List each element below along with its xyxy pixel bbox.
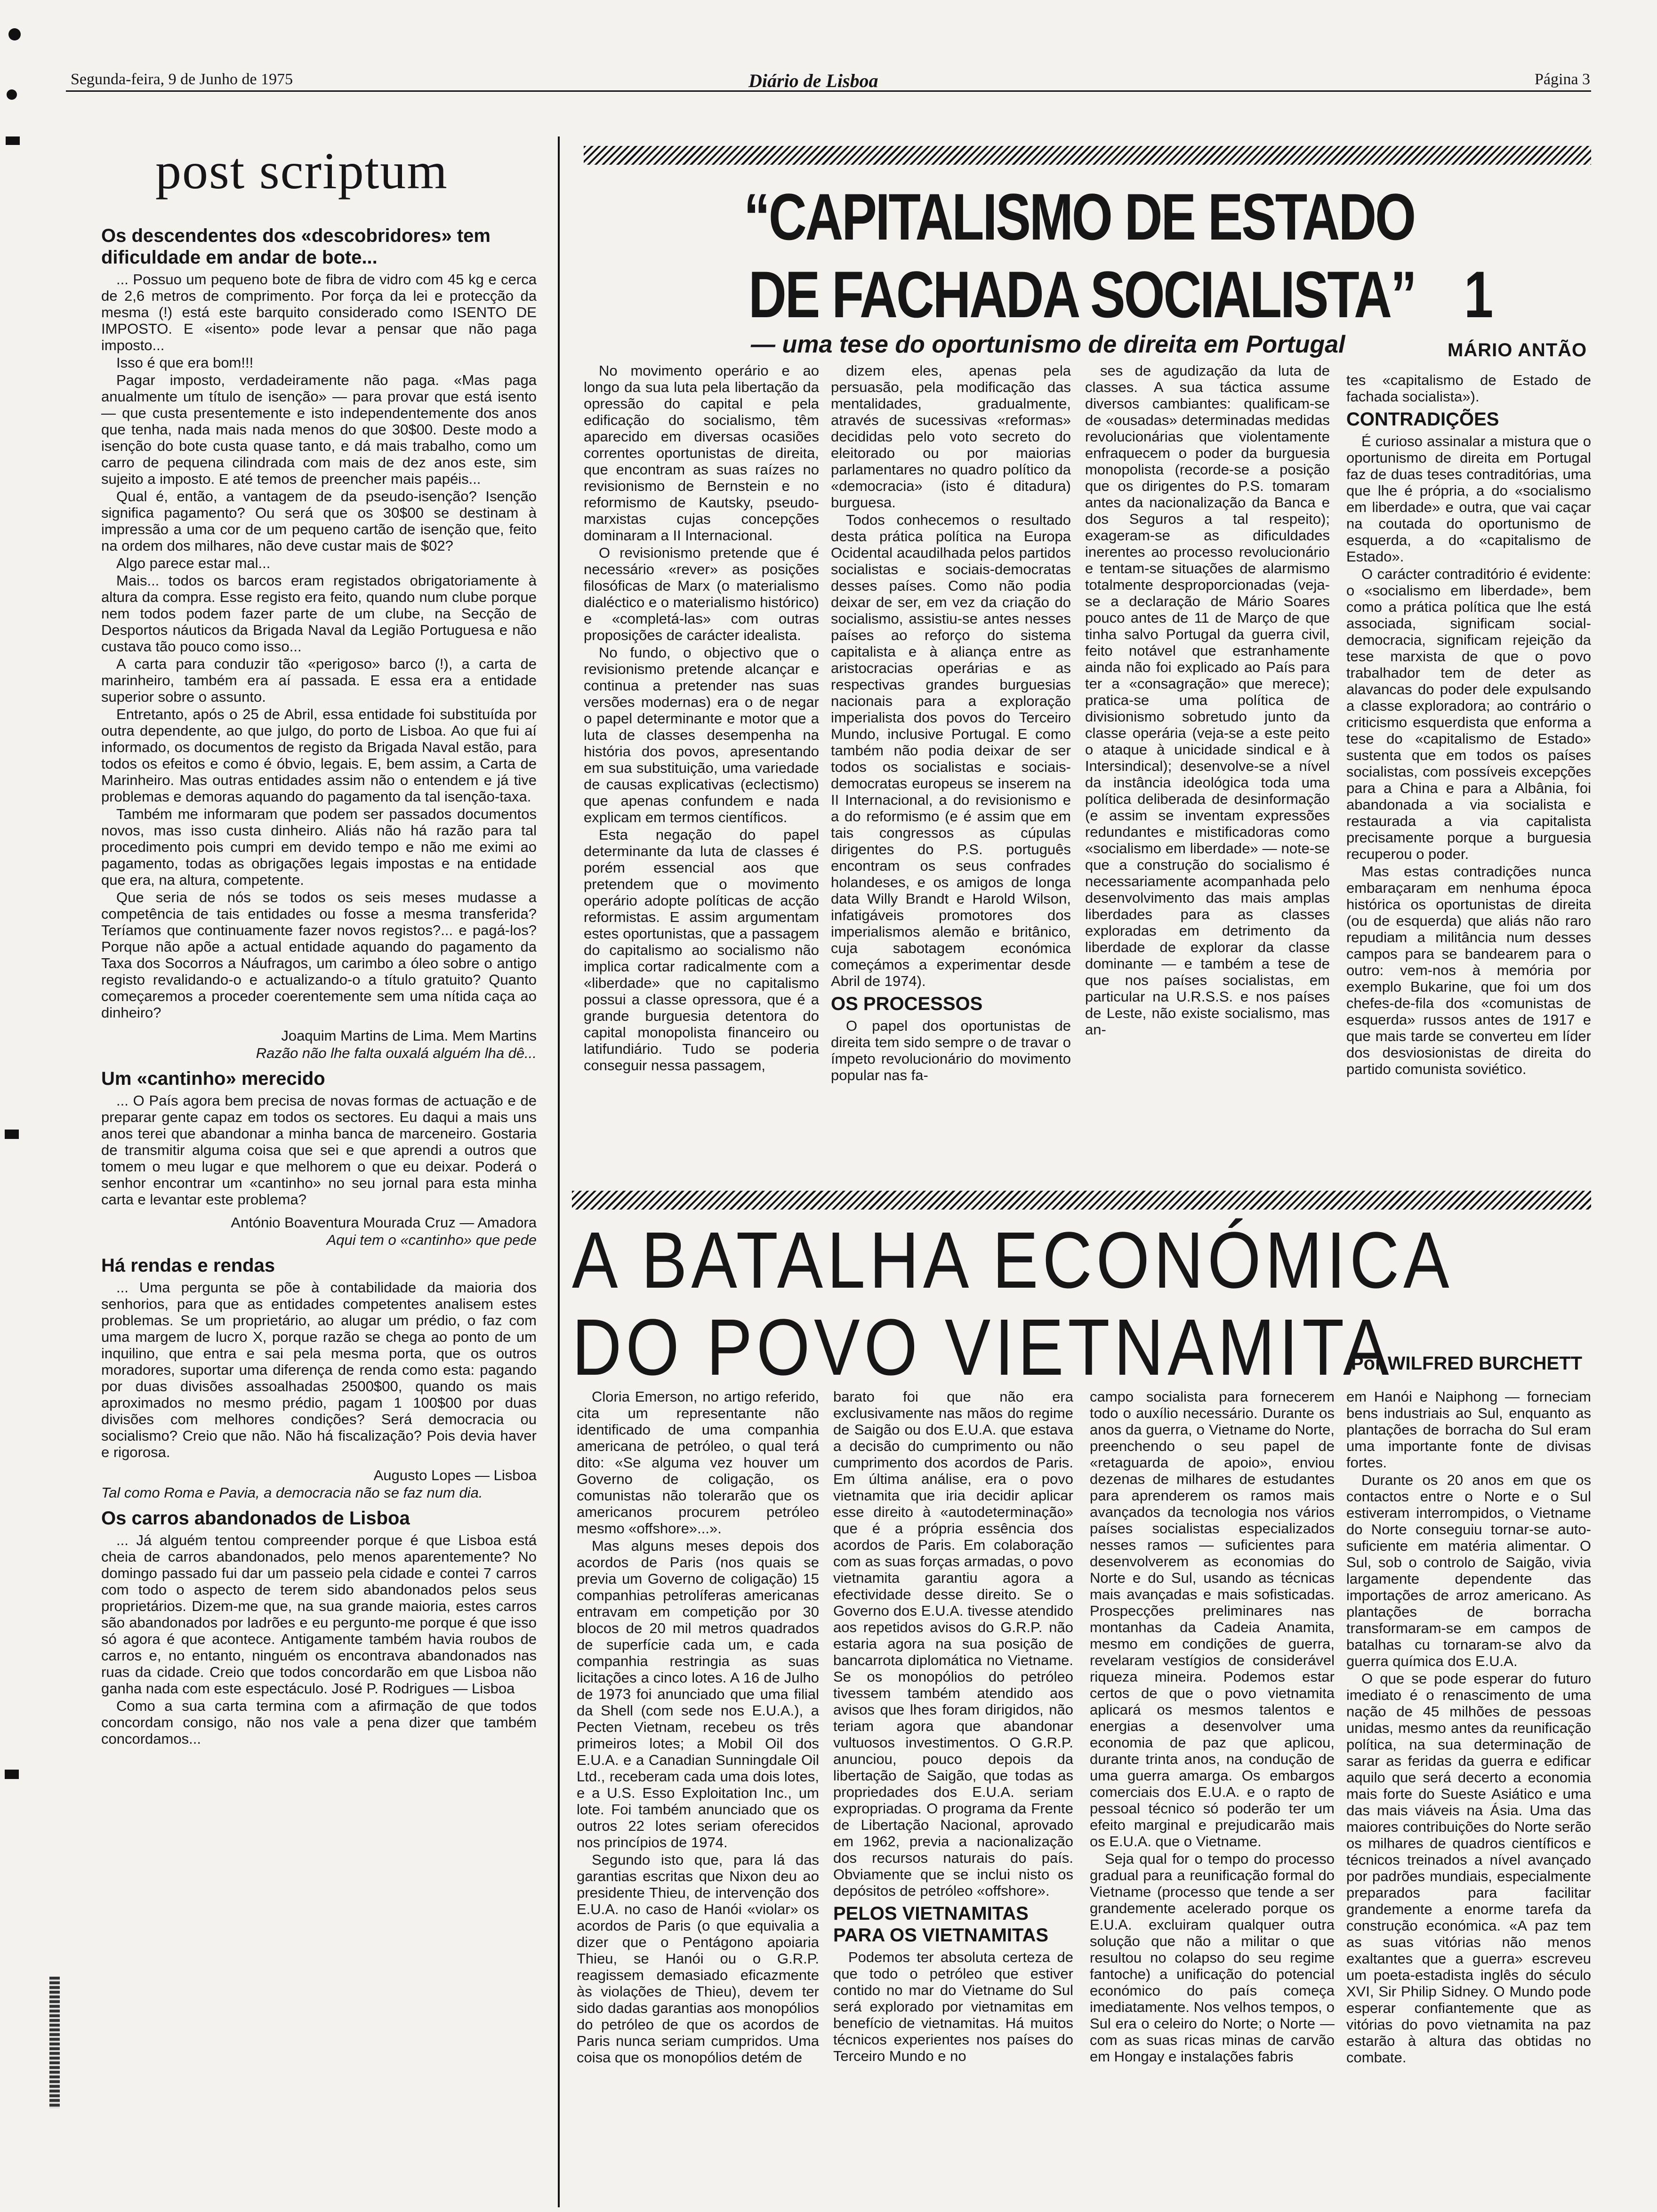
article-paragraph: O carácter contraditório é evidente: o «socialismo em liberdade», bem como a prática política que lhe está associada, significam social-democracia, significam rejeição da tese marxista de que o povo trabalhador tem de deter as alavancas do poder dele expulsando a classe exploradora; ao contrário o criticismo esquerdista que enforma a tese do «capitalismo de Estado» sustenta que em todos os países socialistas, com possíveis excepções para a China e para a Albânia, foi abandonada a via socialista e restaurada a via capitalista precisamente porque a burguesia recuperou o poder. [1346, 566, 1591, 862]
scan-mark [5, 1770, 19, 1779]
column-divider [558, 136, 560, 2207]
article-paragraph: campo socialista para fornecerem todo o auxílio necessário. Durante os anos da guerra, o Vietname do Norte, preenchendo o seu papel de «retaguarda de apoio», enviou dezenas de milhares de estudantes para aprenderem os ramos mais avançados da tecnologia nos vários países socialistas especializados nesses ramos — suficientes para desenvolverem as economias do Norte e do Sul, usando as técnicas mais avançadas e mais sofisticadas. Prospecções preliminares nas montanhas da Cadeia Anamita, mesmo em condições de guerra, revelaram vestígios de considerável riqueza mineira. Podemos estar certos de que o povo vietnamita aplicará os mesmos talentos e energias a desenvolver uma economia de paz que aplicou, durante trinta anos, na condução de uma guerra amarga. Os embargos comerciais dos E.U.A. e o rapto de pessoal técnico só poderão ter um efeito marginal e prejudicarão mais os E.U.A. que o Vietname. [1090, 1388, 1335, 1850]
article-headline: DE FACHADA SOCIALISTA” [748, 257, 1416, 331]
letter-signature: António Boaventura Mourada Cruz — Amadora [231, 1214, 537, 1231]
letter-paragraph: ... Possuo um pequeno bote de fibra de vidro com 45 kg e cerca de 2,6 metros de comprimento. Por força da lei e protecção da mesma (!) está este barquito considerado como ISENTO DE IMPOSTO. E «isento» pode levar a pensar que não paga imposto... [101, 271, 537, 353]
article-paragraph: dizem eles, apenas pela persuasão, pela modificação das mentalidades, gradualmente, através de sucessivas «reformas» decididas pelo voto secreto do eleitorado ou por maiorias parlamentares no quadro político da «democracia» (isto é ditadura) burguesa. [831, 362, 1071, 511]
article-column [1346, 1388, 1591, 2207]
letter-heading: Os carros abandonados de Lisboa [101, 1508, 410, 1529]
article-column [1085, 362, 1330, 1186]
article-subheading: CONTRADIÇÕES [1346, 409, 1499, 430]
article-column [1090, 1388, 1335, 2207]
scan-mark [8, 28, 21, 40]
article-headline: A BATALHA ECONÓMICA [572, 1216, 1454, 1305]
article-paragraph: Segundo isto que, para lá das garantias escritas que Nixon deu ao presidente Thieu, de intervenção dos E.U.A. no caso de Hanói «violar» os acordos de Paris (o que equivalia a dizer que o Pentágono apoiaria Thieu, se Hanói ou o G.R.P. reagissem demasiado eficazmente às violações de Thieu), devem ter sido dadas garantias aos monopólios do petróleo de que os acordos de Paris nunca seriam cumpridos. Uma coisa que os monopólios detém de [577, 1851, 819, 2066]
article-paragraph: Mas alguns meses depois dos acordos de Paris (nos quais se previa um Governo de coligação) 15 companhias petrolíferas americanas entravam em competição por 30 blocos de 20 mil metros quadrados de superfície cada um, e cada companhia restringia as suas licitações a cinco lotes. A 16 de Julho de 1973 foi anunciado que uma filial da Shell (com sede nos E.U.A.), a Pecten Vietnam, recebeu os três primeiros lotes; a Mobil Oil dos E.U.A. e a Canadian Sunningdale Oil Ltd., receberam cada uma dois lotes, e a U.S. Esso Exploitation Inc., um lote. Foi também anunciado que os outros 22 lotes seriam oferecidos nos princípios de 1974. [577, 1538, 819, 1851]
editor-reply: Aqui tem o «cantinho» que pede [326, 1232, 537, 1248]
letter-paragraph: A carta para conduzir tão «perigoso» barco (!), a carta de marinheiro, também era aí passada. E essa era a entidade superior sobre o assunto. [101, 656, 537, 705]
letter-heading: Há rendas e rendas [101, 1255, 275, 1276]
article-paragraph: ses de agudização da luta de classes. A sua táctica assume diversos cambiantes: qualificam-se de «ousadas» determinadas medidas revolucionárias que violentamente enfraquecem o poder da burguesia monopolista (recorde-se a posição que os dirigentes do P.S. tomaram antes da nacionalização da Banca e dos Seguros a tal respeito); exageram-se as dificuldades inerentes ao processo revolucionário e tentam-se situações de alarmismo totalmente desproporcionadas (veja-se a declaração de Mário Soares pouco antes de 11 de Março de que tinha salvo Portugal da guerra civil, feito notável que estranhamente ainda não foi explicado ao País para ter a «consagração» que merece); pratica-se uma política de divisionismo sobretudo junto da classe operária (veja-se a este peito o ataque à unicidade sindical e à Intersindical); desenvolve-se a nível da instância ideológica toda uma política deliberada de desinformação (e assim se inventam expressões redundantes e mistificadoras como «socialismo em liberdade» — note-se que a construção do socialismo é necessariamente acompanhada pelo desenvolvimento das mais amplas liberdades para as classes exploradas em detrimento da liberdade de explorar da classe dominante — e também a tese de que nos países socialistas, em particular na U.R.S.S. e nos países de Leste, não existe socialismo, mas an- [1085, 362, 1330, 1038]
letter-paragraph: Mais... todos os barcos eram registados obrigatoriamente à altura da compra. Esse registo era feito, quando num clube porque nem todos podem fazer parte de um clube, na Secção de Desportos náuticos da Brigada Naval da Legião Portuguesa e não custava tão pouco como isso... [101, 572, 537, 655]
scan-mark [6, 136, 20, 145]
letter-paragraph: Que seria de nós se todos os seis meses mudasse a competência de tais entidades ou fosse a mesma transferida? Teríamos que continuamente fazer novos registos?... e pagá-los? Porque não apõe a actual entidade aquando do pagamento da Taxa dos Socorros a Náufragos, um carimbo a óleo sobre o antigo registo revalidando-o e actualizando-o a título gratuito? Quanto começaremos a proceder coerentemente sem uma nítida caça ao dinheiro? [101, 889, 537, 1021]
letter-paragraph: ... Uma pergunta se põe à contabilidade da maioria dos senhorios, para que as entidades competentes analisem estes problemas. Se um proprietário, ao alugar um prédio, o faz com uma margem de lucro X, porque razão se chega ao ponto de um inquilino, que entra e sai pela mesma porta, que os outros moradores, suportar uma diferença de renda como esta: pagando por duas divisões assoalhadas 2500$00, quando os mais aproximados no mesmo prédio, pagam 1 100$00 por duas divisões com melhores condições? Será democracia ou socialismo? Creio que não. Não há fiscalização? Pois devia haver e rigorosa. [101, 1279, 537, 1460]
article-subheading: PELOS VIETNAMITAS PARA OS VIETNAMITAS [833, 1903, 1049, 1946]
article-subtitle: — uma tese do oportunismo de direita em Portugal [751, 331, 1345, 358]
letter-paragraph: Algo parece estar mal... [116, 555, 271, 571]
article-paragraph: No fundo, o objectivo que o revisionismo pretende alcançar e continua a pretender nas suas versões modernas) era o de negar o papel determinante e motor que a luta de classes desempenha na história dos povos, apresentando em sua substituição, uma variedade de causas explicativas (eclectismo) que apenas confundem e nada explicam em termos científicos. [584, 644, 819, 825]
article-byline: MÁRIO ANTÃO [1448, 340, 1587, 361]
article-paragraph: barato foi que não era exclusivamente nas mãos do regime de Saigão ou dos E.U.A. que estava a decisão do cumprimento ou não cumprimento dos acordos de Paris. Em última análise, era o povo vietnamita que iria decidir aplicar esse direito à «autodeterminação» que é a própria essência dos acordos de Paris. Em colaboração com as suas forças armadas, o povo vietnamita garantiu agora a efectividade desse direito. Se o Governo dos E.U.A. tivesse atendido aos repetidos avisos do G.R.P. não estaria agora na sua posição de bancarrota diplomática no Vietname. Se os monopólios do petróleo tivessem também atendido aos avisos que lhes foram dirigidos, não teriam agora que abandonar vultuosos investimentos. O G.R.P. anunciou, pouco depois da libertação de Saigão, que todas as propriedades dos E.U.A. seriam expropriadas. O programa da Frente de Libertação Nacional, aprovado em 1962, previa a nacionalização dos recursos naturais do país. Obviamente que se inclui nisto os depósitos de petróleo «offshore». [833, 1388, 1073, 1899]
article-headline: DO POVO VIETNAMITA [572, 1303, 1393, 1392]
editor-reply: Razão não lhe falta ouxalá alguém lha dê... [256, 1045, 537, 1061]
article-paragraph: Podemos ter absoluta certeza de que todo o petróleo que estiver contido no mar do Vietname do Sul será explorado por vietnamitas em benefício de vietnamitas. Há muitos técnicos experientes nos países do Terceiro Mundo e no [833, 1949, 1073, 2064]
article-paragraph: O papel dos oportunistas de direita tem sido sempre o de travar o ímpeto revolucionário do movimento popular nas fa- [831, 1018, 1071, 1083]
letter-paragraph: ... O País agora bem precisa de novas formas de actuação e de preparar gente capaz em todos os sectores. Eu daqui a mais uns anos terei que abandonar a minha banca de marceneiro. Gostaria de transmitir alguma coisa que sei e que aprendi a outros que tomem o meu lugar e que melhorem o que eu deixar. Poderá o senhor encontrar um «cantinho» no seu jornal para esta minha carta e levantar este problema? [101, 1092, 537, 1208]
article-column [584, 362, 819, 1186]
scan-mark [49, 1977, 60, 2108]
article-paragraph: O que se pode esperar do futuro imediato é o renascimento de uma nação de 45 milhões de pessoas unidas, mesmo antes da reunificação política, na sua determinação de sarar as feridas da guerra e edificar aquilo que será decerto a economia mais forte do Sueste Asiático e uma das mais viáveis na Ásia. Uma das maiores contribuições do Norte serão os milhares de quadros científicos e técnicos treinados a nível avançado por padrões mundiais, especialmente preparados para facilitar grandemente a enorme tarefa da construção económica. «A paz tem as suas vitórias não menos exaltantes que a guerra» escreveu um poeta-estadista inglês do século XVI, Sir Philip Sidney. O Mundo pode esperar confiantemente que as vitórias do povo vietnamita na paz estarão à altura das obtidas no combate. [1346, 1670, 1591, 2066]
letter-signature: Joaquim Martins de Lima. Mem Martins [281, 1027, 537, 1044]
article-column [577, 1388, 819, 2207]
article-paragraph: Todos conhecemos o resultado desta prática política na Europa Ocidental acaudilhada pelos partidos socialistas e sociais-democratas desses países. Como não podia deixar de ser, em vez da criação do socialismo, assistiu-se antes nesses países ao reforço do sistema capitalista e à aliança entre as aristocracias operárias e as respectivas grandes burguesias nacionais para a exploração imperialista dos povos do Terceiro Mundo, inclusive Portugal. E como também não podia deixar de ser todos os socialistas e sociais-democratas europeus se inserem na II Internacional, a do revisionismo e a do reformismo (e é assim que em tais congressos as cúpulas dirigentes do P.S. português encontram os seus confrades holandeses, e os amigos de longa data Willy Brandt e Harold Wilson, infatigáveis promotores dos imperialismos alemão e britânico, cuja sabotagem económica começámos a experimentar desde Abril de 1974). [831, 512, 1071, 989]
article-paragraph: tes «capitalismo de Estado de fachada socialista»). [1346, 372, 1591, 405]
page-number: Página 3 [1535, 71, 1591, 88]
letter-signature: Augusto Lopes — Lisboa [373, 1467, 537, 1483]
article-paragraph: Seja qual for o tempo do processo gradual para a reunificação formal do Vietname (processo que tende a ser grandemente acelerado porque os E.U.A. excluiram qualquer outra solução que não a militar o que resultou no colapso do seu regime fantoche) a unificação do potencial económico do país começa imediatamente. Nos velhos tempos, o Sul era o celeiro do Norte; o Norte — com as suas ricas minas de carvão em Hongay e instalações fabris [1090, 1851, 1335, 2065]
letter-paragraph: Isso é que era bom!!! [116, 354, 254, 371]
article-paragraph: Cloria Emerson, no artigo referido, cita um representante não identificado de uma companhia americana de petróleo, o qual terá dito: «Se alguma vez houver um Governo de coligação, os comunistas não tolerarão que os americanos procurem petróleo mesmo «offshore»...». [577, 1388, 819, 1537]
editor-reply: Tal como Roma e Pavia, a democracia não se faz num dia. [101, 1484, 483, 1501]
scan-mark [7, 89, 17, 100]
article-paragraph: Durante os 20 anos em que os contactos entre o Norte e o Sul estiveram interrompidos, o Vietname do Norte conseguiu tornar-se auto-suficiente em matéria alimentar. O Sul, sob o controlo de Saigão, vivia largamente dependente das importações de arroz americano. As plantações de borracha transformaram-se em campos de batalhas cu tornaram-se alvo da guerra química dos E.U.A. [1346, 1472, 1591, 1669]
post-scriptum-column [101, 221, 537, 2198]
article-subheading: OS PROCESSOS [831, 994, 983, 1014]
letter-paragraph: Como a sua carta termina com a afirmação de que todos concordam consigo, não nos vale a pena dizer que também concordamos... [101, 1698, 537, 1747]
letter-paragraph: ... Já alguém tentou compreender porque é que Lisboa está cheia de carros abandonados, pelo menos aparentemente? No domingo passado fui dar um passeio pela cidade e contei 7 carros com todo o aspecto de terem sido abandonados pelos seus proprietários. Dizem-me que, na sua grande maioria, estes carros são abandonados por ladrões e eu pergunto-me porque é que isso só agora é que acontece. Antigamente também havia roubos de carros e, no entanto, ninguém os encontrava abandonados nas ruas da cidade. Creio que todos concordarão em que Lisboa não ganha nada com este espectáculo. José P. Rodrigues — Lisboa [101, 1532, 537, 1697]
newspaper-name: Diário de Lisboa [748, 70, 878, 91]
article-byline: Por WILFRED BURCHETT [1351, 1353, 1583, 1374]
letter-heading: Os descendentes dos «descobridores» tem dificuldade em andar de bote... [101, 225, 491, 268]
letter-paragraph: Qual é, então, a vantagem de da pseudo-isenção? Isenção significa pagamento? Ou será que os 30$00 se destinam à impressão a uma cor de um pequeno cartão de isenção que, feito na ordem dos milhares, não deve custar mais de $02? [101, 488, 537, 554]
article-paragraph: O revisionismo pretende que é necessário «rever» as posições filosóficas de Marx (o materialismo dialéctico e o materialismo histórico) e «completá-las» com outras proposições de carácter idealista. [584, 545, 819, 643]
article-headline: “CAPITALISMO DE ESTADO [744, 180, 1415, 254]
article-paragraph: em Hanói e Naiphong — forneciam bens industriais ao Sul, enquanto as plantações de borracha do Sul eram uma importante fonte de divisas fortes. [1346, 1388, 1591, 1471]
article-column [1346, 372, 1591, 1186]
article-column [831, 362, 1071, 1186]
letter-paragraph: Pagar imposto, verdadeiramente não paga. «Mas paga anualmente um título de isenção» — para provar que está isento — que custa presentemente e isto independentemente dos anos que tenha, nada mais nada menos do que 30$00. Deste modo a isenção do bote custa quase tanto, e dá mais trabalho, como um carro de pequena cilindrada com mais de dez anos este, sim sujeito a imposto. E até temos de preencher mais papéis... [101, 372, 537, 487]
hatch-rule [584, 146, 1591, 165]
letter-paragraph: Entretanto, após o 25 de Abril, essa entidade foi substituída por outra dependente, ao que julgo, do porto de Lisboa. Ao que fui aí informado, os documentos de registo da Brigada Naval estão, para todos os efeitos e como é óbvio, legais. E, bem assim, a Carta de Marinheiro. Mas outras entidades assim não o entendem e já tive problemas e demoras aquando do pagamento da tal isenção-taxa. [101, 706, 537, 805]
hatch-rule [572, 1191, 1591, 1210]
scan-mark [5, 1130, 19, 1139]
article-paragraph: É curioso assinalar a mistura que o oportunismo de direita em Portugal faz de duas teses contraditórias, uma que lhe é própria, a do «socialismo em liberdade» e outra, que vai caçar na coutada do oportunismo de esquerda, a do «capitalismo de Estado». [1346, 433, 1591, 565]
article-paragraph: Esta negação do papel determinante da luta de classes é porém essencial aos que pretendem que o movimento operário adopte políticas de acção reformistas. E assim argumentam estes oportunistas, que a passagem do capitalismo ao socialismo não implica cortar radicalmente com a «liberdade» que no capitalismo possui a classe opressora, que é a grande burguesia detentora do capital monopolista financeiro ou latifundiário. Tudo se poderia conseguir nessa passagem, [584, 826, 819, 1074]
letter-heading: Um «cantinho» merecido [101, 1068, 325, 1089]
article-part-number: 1 [1464, 257, 1494, 331]
article-paragraph: Mas estas contradições nunca embaraçaram em nenhuma época histórica os oportunistas de direita (ou de esquerda) que aliás não raro repudiam a militância num desses campos para se bandearem para o outro: vem-nos à memória por exemplo Bukarine, que foi um dos chefes-de-fila dos «comunistas de esquerda» russos antes de 1917 e que mais tarde se converteu em líder dos desviosionistas de direita do partido comunista soviético. [1346, 863, 1591, 1077]
article-paragraph: No movimento operário e ao longo da sua luta pela libertação da opressão do capital e pela edificação do socialismo, têm aparecido em diversas ocasiões correntes oportunistas de direita, que encontram as suas raízes no revisionismo de Bernstein e no reformismo de Kautsky, pseudo-marxistas cujas concepções dominaram a II Internacional. [584, 362, 819, 544]
letter-paragraph: Também me informaram que podem ser passados documentos novos, mas isso custa dinheiro. Aliás não há razão para tal procedimento pois cumpri em devido tempo e não me eximi ao pagamento, todas as obrigações legais impostas e na entidade que era, na altura, competente. [101, 806, 537, 888]
issue-date: Segunda-feira, 9 de Junho de 1975 [71, 71, 293, 88]
article-column [833, 1388, 1073, 2207]
section-title: post scriptum [155, 142, 448, 200]
